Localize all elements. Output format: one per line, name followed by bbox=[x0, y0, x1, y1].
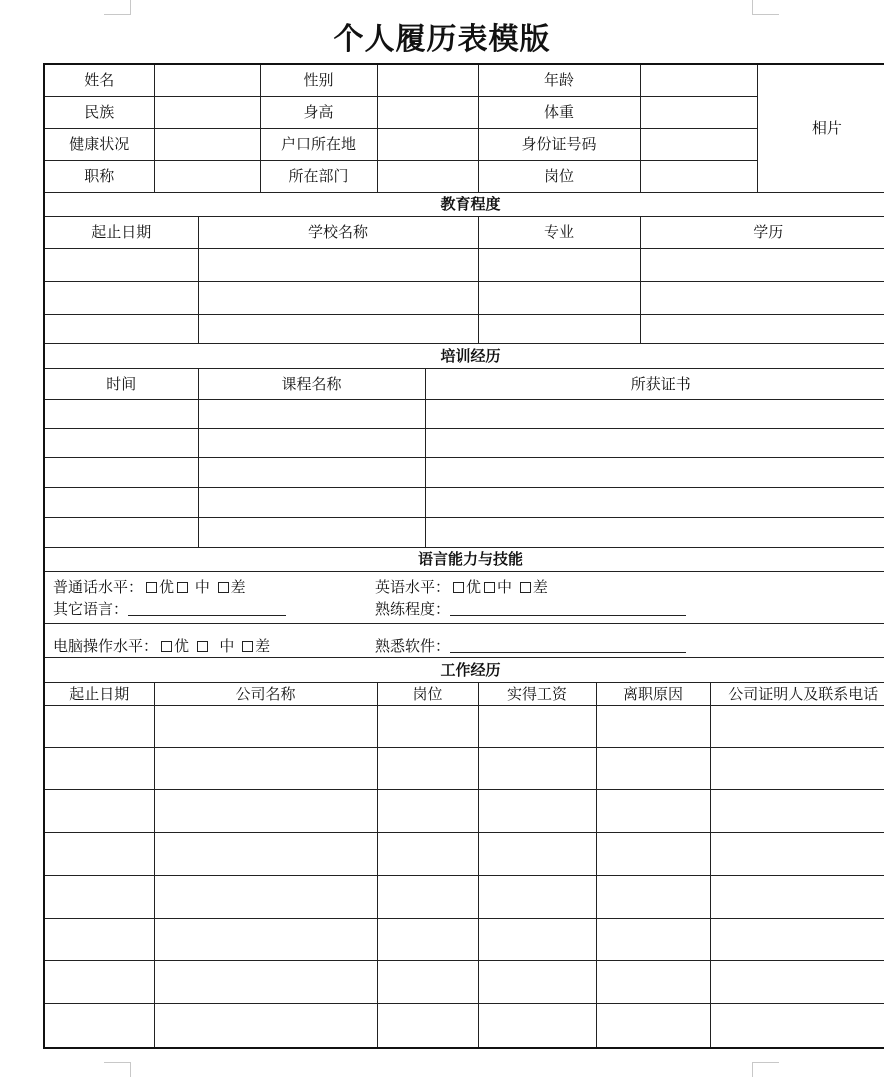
work-dates-cell[interactable] bbox=[44, 790, 154, 833]
education-heading: 教育程度 bbox=[44, 192, 884, 216]
page-corner-mark bbox=[752, 0, 779, 15]
resume-form-table bbox=[43, 63, 884, 1049]
work-position-cell[interactable] bbox=[377, 876, 478, 919]
computer-level-label: 电脑操作水平： bbox=[53, 636, 159, 655]
work-salary-cell[interactable] bbox=[478, 790, 596, 833]
position-field[interactable] bbox=[640, 160, 757, 192]
edu-header-major: 专业 bbox=[478, 216, 640, 248]
train-time-cell[interactable] bbox=[44, 457, 198, 487]
computer-good-checkbox[interactable] bbox=[161, 641, 172, 652]
health-field[interactable] bbox=[154, 128, 260, 160]
train-course-cell[interactable] bbox=[198, 428, 425, 457]
train-certificate-cell[interactable] bbox=[425, 457, 884, 487]
work-position-cell[interactable] bbox=[377, 790, 478, 833]
work-reference-cell[interactable] bbox=[710, 790, 884, 833]
option-mid-label: 中 bbox=[194, 577, 210, 596]
work-company-cell[interactable] bbox=[154, 790, 377, 833]
option-poor-label: 差 bbox=[255, 636, 271, 655]
work-leave-reason-cell[interactable] bbox=[596, 876, 710, 919]
work-reference-cell[interactable] bbox=[710, 1004, 884, 1048]
weight-label: 体重 bbox=[478, 96, 640, 128]
edu-school-cell[interactable] bbox=[198, 314, 478, 343]
edu-dates-cell[interactable] bbox=[44, 248, 198, 281]
train-time-cell[interactable] bbox=[44, 399, 198, 428]
department-label: 所在部门 bbox=[260, 160, 377, 192]
work-leave-reason-cell[interactable] bbox=[596, 919, 710, 961]
ethnicity-label: 民族 bbox=[44, 96, 154, 128]
train-time-cell[interactable] bbox=[44, 487, 198, 517]
work-position-cell[interactable] bbox=[377, 706, 478, 748]
weight-field[interactable] bbox=[640, 96, 757, 128]
other-language-blank[interactable] bbox=[128, 601, 286, 616]
edu-dates-cell[interactable] bbox=[44, 281, 198, 314]
work-reference-cell[interactable] bbox=[710, 876, 884, 919]
train-course-cell[interactable] bbox=[198, 517, 425, 547]
train-time-cell[interactable] bbox=[44, 428, 198, 457]
work-header-position: 岗位 bbox=[377, 682, 478, 705]
name-label: 姓名 bbox=[44, 64, 154, 96]
edu-degree-cell[interactable] bbox=[640, 281, 884, 314]
gender-label: 性别 bbox=[260, 64, 377, 96]
health-label: 健康状况 bbox=[44, 128, 154, 160]
page-corner-mark bbox=[104, 1062, 131, 1077]
option-poor-label: 差 bbox=[532, 577, 548, 596]
photo-box[interactable]: 相片 bbox=[757, 64, 884, 192]
work-salary-cell[interactable] bbox=[478, 876, 596, 919]
edu-school-cell[interactable] bbox=[198, 281, 478, 314]
work-salary-cell[interactable] bbox=[478, 833, 596, 876]
proficiency-label: 熟练程度： bbox=[375, 599, 451, 618]
language-skills-cell bbox=[44, 571, 884, 623]
work-dates-cell[interactable] bbox=[44, 876, 154, 919]
work-header-leave-reason: 离职原因 bbox=[596, 682, 710, 705]
id-number-label: 身份证号码 bbox=[478, 128, 640, 160]
work-company-cell[interactable] bbox=[154, 1004, 377, 1048]
edu-header-school: 学校名称 bbox=[198, 216, 478, 248]
work-position-cell[interactable] bbox=[377, 1004, 478, 1048]
work-heading: 工作经历 bbox=[44, 657, 884, 682]
ethnicity-field[interactable] bbox=[154, 96, 260, 128]
work-dates-cell[interactable] bbox=[44, 706, 154, 748]
english-good-checkbox[interactable] bbox=[453, 582, 464, 593]
hukou-label: 户口所在地 bbox=[260, 128, 377, 160]
option-good-label: 优 bbox=[159, 577, 175, 596]
option-good-label: 优 bbox=[466, 577, 482, 596]
page-corner-mark bbox=[752, 1062, 779, 1077]
option-mid-label: 中 bbox=[497, 577, 513, 596]
title-field[interactable] bbox=[154, 160, 260, 192]
work-header-dates: 起止日期 bbox=[44, 682, 154, 705]
software-blank[interactable] bbox=[450, 638, 686, 653]
computer-mid-checkbox[interactable] bbox=[197, 641, 208, 652]
english-mid-checkbox[interactable] bbox=[484, 582, 495, 593]
work-salary-cell[interactable] bbox=[478, 1004, 596, 1048]
train-course-cell[interactable] bbox=[198, 399, 425, 428]
edu-major-cell[interactable] bbox=[478, 248, 640, 281]
height-field[interactable] bbox=[377, 96, 478, 128]
position-label: 岗位 bbox=[478, 160, 640, 192]
edu-degree-cell[interactable] bbox=[640, 248, 884, 281]
train-header-time: 时间 bbox=[44, 368, 198, 399]
work-company-cell[interactable] bbox=[154, 833, 377, 876]
id-number-field[interactable] bbox=[640, 128, 757, 160]
page-title: 个人履历表模版 bbox=[333, 22, 551, 57]
work-salary-cell[interactable] bbox=[478, 919, 596, 961]
work-header-salary: 实得工资 bbox=[478, 682, 596, 705]
work-position-cell[interactable] bbox=[377, 961, 478, 1004]
work-reference-cell[interactable] bbox=[710, 706, 884, 748]
work-header-company: 公司名称 bbox=[154, 682, 377, 705]
work-dates-cell[interactable] bbox=[44, 961, 154, 1004]
work-leave-reason-cell[interactable] bbox=[596, 706, 710, 748]
work-reference-cell[interactable] bbox=[710, 833, 884, 876]
edu-header-dates: 起止日期 bbox=[44, 216, 198, 248]
work-header-reference: 公司证明人及联系电话 bbox=[710, 682, 884, 705]
skills-heading: 语言能力与技能 bbox=[44, 547, 884, 571]
age-label: 年龄 bbox=[478, 64, 640, 96]
edu-major-cell[interactable] bbox=[478, 314, 640, 343]
title-label: 职称 bbox=[44, 160, 154, 192]
edu-header-degree: 学历 bbox=[640, 216, 884, 248]
english-label: 英语水平： bbox=[375, 577, 451, 596]
option-mid-label: 中 bbox=[219, 636, 235, 655]
name-field[interactable] bbox=[154, 64, 260, 96]
work-dates-cell[interactable] bbox=[44, 1004, 154, 1048]
work-salary-cell[interactable] bbox=[478, 706, 596, 748]
mandarin-poor-checkbox[interactable] bbox=[218, 582, 229, 593]
option-good-label: 优 bbox=[174, 636, 190, 655]
train-certificate-cell[interactable] bbox=[425, 517, 884, 547]
height-label: 身高 bbox=[260, 96, 377, 128]
work-company-cell[interactable] bbox=[154, 706, 377, 748]
edu-degree-cell[interactable] bbox=[640, 314, 884, 343]
work-position-cell[interactable] bbox=[377, 833, 478, 876]
work-company-cell[interactable] bbox=[154, 876, 377, 919]
work-reference-cell[interactable] bbox=[710, 748, 884, 790]
option-poor-label: 差 bbox=[230, 577, 246, 596]
train-course-cell[interactable] bbox=[198, 487, 425, 517]
english-poor-checkbox[interactable] bbox=[520, 582, 531, 593]
train-header-certificate: 所获证书 bbox=[425, 368, 884, 399]
hukou-field[interactable] bbox=[377, 128, 478, 160]
edu-dates-cell[interactable] bbox=[44, 314, 198, 343]
mandarin-label: 普通话水平： bbox=[53, 577, 144, 596]
work-salary-cell[interactable] bbox=[478, 748, 596, 790]
train-certificate-cell[interactable] bbox=[425, 428, 884, 457]
edu-school-cell[interactable] bbox=[198, 248, 478, 281]
work-dates-cell[interactable] bbox=[44, 748, 154, 790]
other-language-label: 其它语言： bbox=[53, 599, 129, 618]
work-dates-cell[interactable] bbox=[44, 919, 154, 961]
work-reference-cell[interactable] bbox=[710, 961, 884, 1004]
software-label: 熟悉软件： bbox=[375, 636, 451, 655]
age-field[interactable] bbox=[640, 64, 757, 96]
work-leave-reason-cell[interactable] bbox=[596, 833, 710, 876]
work-company-cell[interactable] bbox=[154, 961, 377, 1004]
work-leave-reason-cell[interactable] bbox=[596, 748, 710, 790]
gender-field[interactable] bbox=[377, 64, 478, 96]
computer-skills-cell bbox=[44, 623, 884, 657]
work-company-cell[interactable] bbox=[154, 748, 377, 790]
work-position-cell[interactable] bbox=[377, 919, 478, 961]
train-certificate-cell[interactable] bbox=[425, 487, 884, 517]
work-company-cell[interactable] bbox=[154, 919, 377, 961]
train-course-cell[interactable] bbox=[198, 457, 425, 487]
train-header-course: 课程名称 bbox=[198, 368, 425, 399]
train-time-cell[interactable] bbox=[44, 517, 198, 547]
mandarin-good-checkbox[interactable] bbox=[146, 582, 157, 593]
department-field[interactable] bbox=[377, 160, 478, 192]
mandarin-mid-checkbox[interactable] bbox=[177, 582, 188, 593]
work-dates-cell[interactable] bbox=[44, 833, 154, 876]
edu-major-cell[interactable] bbox=[478, 281, 640, 314]
work-leave-reason-cell[interactable] bbox=[596, 961, 710, 1004]
work-salary-cell[interactable] bbox=[478, 961, 596, 1004]
work-leave-reason-cell[interactable] bbox=[596, 1004, 710, 1048]
work-position-cell[interactable] bbox=[377, 748, 478, 790]
work-leave-reason-cell[interactable] bbox=[596, 790, 710, 833]
computer-poor-checkbox[interactable] bbox=[242, 641, 253, 652]
train-certificate-cell[interactable] bbox=[425, 399, 884, 428]
page-corner-mark bbox=[104, 0, 131, 15]
training-heading: 培训经历 bbox=[44, 343, 884, 368]
proficiency-blank[interactable] bbox=[450, 601, 686, 616]
work-reference-cell[interactable] bbox=[710, 919, 884, 961]
